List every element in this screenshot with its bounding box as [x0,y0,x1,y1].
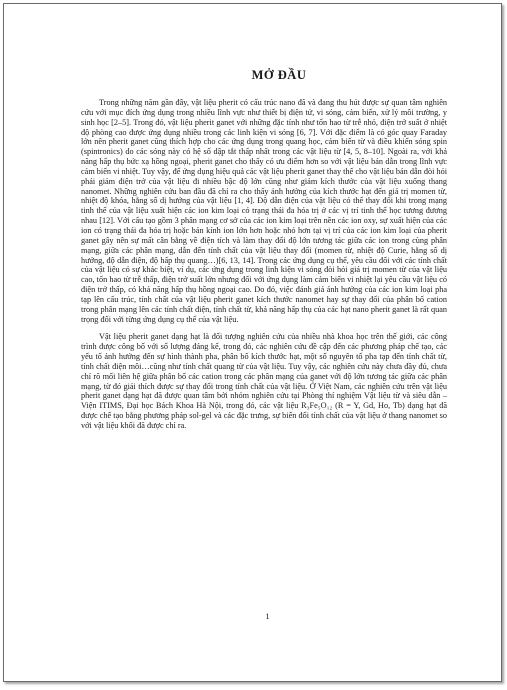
document-page [3,3,502,682]
paragraph-2: Vật liệu pherit ganet dạng hạt là đối tượng nghiên cứu của nhiều nhà khoa học trên thế giới, các công trình được công bố với số lượng đáng kể, trong đó, các nghiên cứu đề cập đến các phương pháp chế tạo, các yếu tố ảnh hưởng đến sự hình thành pha, phân bố kích thước hạt, một số nguyên tố pha tạp đến tính chất từ, tính chất điện môi…cũng như tính chất quang từ của vật liệu. Tuy vậy, các nghiên cứu này chưa đầy đủ, chưa chỉ rõ mối liên hệ giữa phân bố các cation trong các phân mạng của ganet với độ lớn tương tác giữa các phân mạng, từ đó giải thích được sự thay đổi trong tính chất của vật liệu. Ở Việt Nam, các nghiên cứu trên vật liệu pherit ganet dạng hạt đã được quan tâm bởi nhóm nghiên cứu tại Phòng thí nghiệm Vật liệu từ và siêu dẫn – Viện ITIMS, Đại học Bách Khoa Hà Nội, trong đó, các vật liệu R₃Fe₅O₁₂ (R = Y, Gd, Ho, Tb) dạng hạt đã được chế tạo bằng phương pháp sol-gel và các đặc trưng, sự biến đổi tính chất của vật liệu ở thang nanomet so với vật liệu khối đã được chỉ ra. [81,332,447,430]
page-number: 1 [265,611,270,621]
page-title: MỞ ĐẦU [251,68,307,82]
paragraph-1: Trong những năm gần đây, vật liệu pherit có cấu trúc nano đã và đang thu hút được sự quan tâm nghiên cứu với mục đích ứng dụng trong nhiều lĩnh vực như thiết bị điện tử, vi sóng, cảm biến, xử lý môi trường, y sinh học [2–5]. Trong đó, vật liệu pherit ganet với những đặc tính như tổn hao từ trễ nhỏ, điện trở suất ở nhiệt độ phòng cao được ứng dụng nhiều trong các linh kiện vi sóng [6, 7]. Với đặc điểm là có góc quay Faraday lớn nên pherit ganet cũng thích hợp cho các ứng dụng trong quang học, cảm biến từ và điều khiển sóng spin (spintronics) do các sóng này có hệ số dập tắt thấp nhất trong các vật liệu từ [4, 5, 8–10]. Ngoài ra, với khả năng hấp thụ bức xạ hồng ngoại, pherit ganet cho thấy có ưu điểm hơn so với vật liệu bán dẫn trong lĩnh vực cảm biến vi nhiệt. Tuy vậy, để ứng dụng hiệu quả các vật liệu pherit ganet thay thế cho vật liệu bán dẫn đòi hỏi phải giảm điện trở của vật liệu đi nhiều bậc độ lớn cũng như giảm kích thước của vật liệu xuống thang nanomet. Những nghiên cứu ban đầu đã chỉ ra cho thấy ảnh hưởng của kích thước hạt đến giá trị momen từ, nhiệt độ khóa, hằng số dị hướng của vật liệu [1, 4]. Độ dẫn điện của vật liệu có thể thay đổi khi trong mạng tinh thể của vật liệu xuất hiện các ion kim loại có trạng thái đa hóa trị ở các vị trí tinh thể học tương đương nhau [12]. Với cấu tạo gồm 3 phân mạng cơ sở của các ion kim loại trên nền các ion oxy, sự xuất hiện của các ion có trạng thái đa hóa trị hoặc bán kính ion lớn hơn hoặc nhỏ hơn tại vị trí của các ion kim loại của pherit ganet gây nên sự mất cân bằng về điện tích và làm thay đổi độ lớn tương tác giữa các ion trong cùng phân mạng, giữa các phân mạng, dẫn đến tính chất của vật liệu thay đổi (momen từ, nhiệt độ Curie, hằng số dị hướng, độ dẫn điện, độ hấp thụ quang…)[6, 13, 14]. Trong các ứng dụng cụ thể, yêu cầu đối với các tính chất của vật liệu có sự khác biệt, ví dụ, các ứng dụng trong linh kiện vi sóng đòi hỏi giá trị momen từ của vật liệu cao, tổn hao từ trễ thấp, điện trở suất lớn nhưng đối với ứng dụng làm cảm biến vi nhiệt lại yêu cầu vật liệu có điện trở thấp, có khả năng hấp thụ hồng ngoại cao. Do đó, việc đánh giá ảnh hưởng của các ion kim loại pha tạp lên cấu trúc, tính chất của vật liệu pherit ganet kích thước nanomet hay sự thay đổi của phân bố cation trong phân mạng lên các tính chất điện, tính chất từ, khả năng hấp thụ của các hạt nano pherit ganet là rất quan trọng đối với từng ứng dụng cụ thể của vật liệu. [81,98,447,324]
page-content [81,68,447,439]
